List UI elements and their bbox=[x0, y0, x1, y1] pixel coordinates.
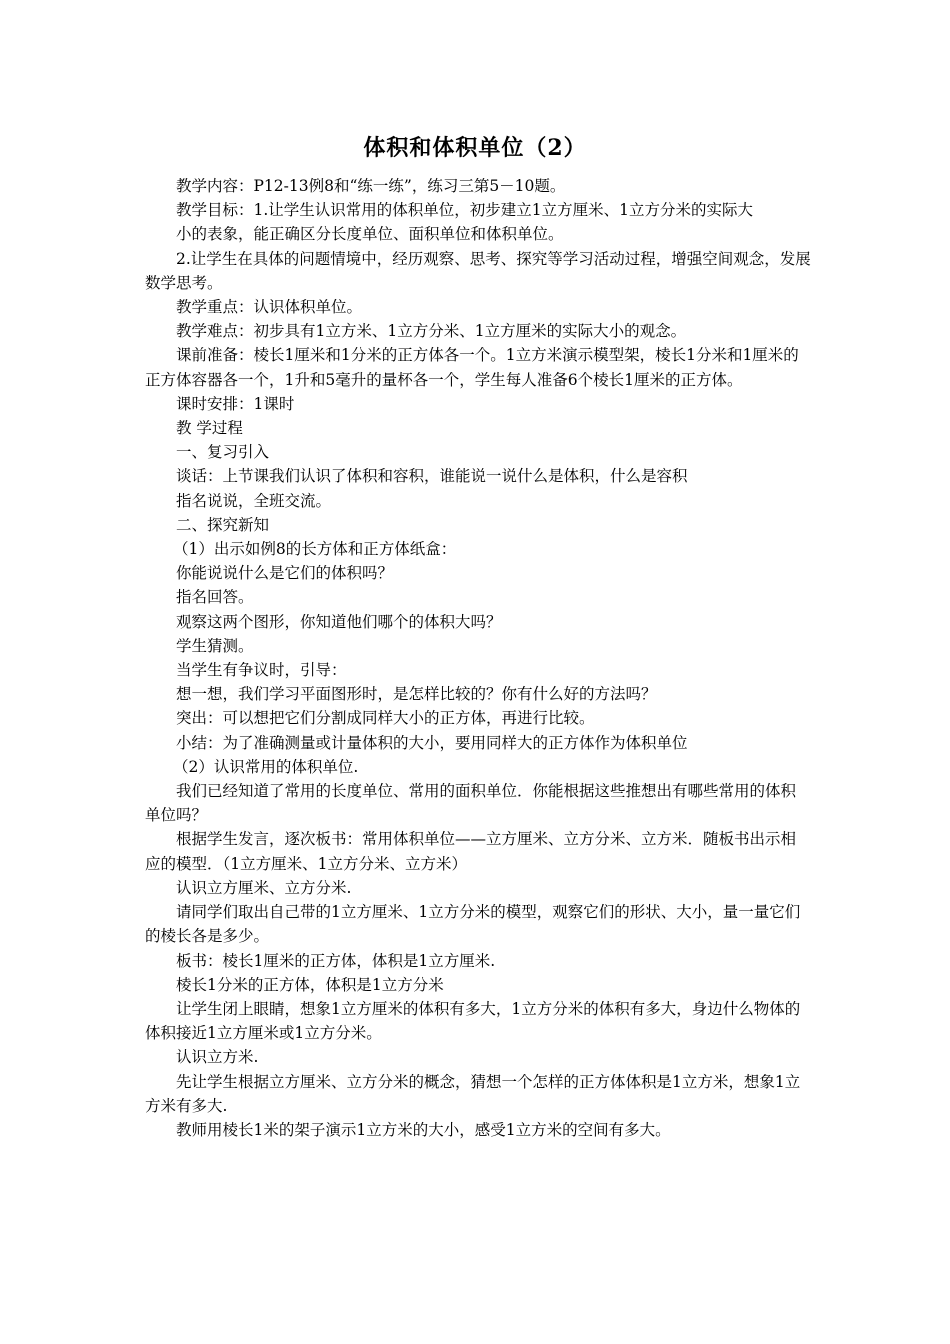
paragraph-demo: 教师用棱长1米的架子演示1立方米的大小，感受1立方米的空间有多大。 bbox=[176, 1120, 671, 1139]
paragraph-models: 请同学们取出自己带的1立方厘米、1立方分米的模型，观察它们的形状、大小，量一量它们的棱长各是多少。 bbox=[145, 903, 801, 946]
paragraph-think: 想一想，我们学习平面图形时，是怎样比较的？你有什么好的方法吗？ bbox=[176, 685, 657, 704]
paragraph-guide: 当学生有争议时，引导： bbox=[176, 661, 347, 680]
paragraph-board-units: 根据学生发言，逐次板书：常用体积单位——立方厘米、立方分米、立方米．随板书出示相应的模型．（1立方厘米、1立方分米、立方米） bbox=[145, 830, 797, 873]
paragraph-guess-m: 先让学生根据立方厘米、立方分米的概念，猜想一个怎样的正方体体积是1立方米，想象1立方米有多大. bbox=[145, 1072, 801, 1115]
paragraph-summary: 小结：为了准确测量或计量体积的大小，要用同样大的正方体作为体积单位 bbox=[176, 733, 688, 752]
paragraph-step-1: （1）出示如例8的长方体和正方体纸盒： bbox=[173, 540, 457, 559]
paragraph-goal-continued: 小的表象，能正确区分长度单位、面积单位和体积单位。 bbox=[176, 225, 564, 244]
paragraph-teaching-goals: 教学目标：1.让学生认识常用的体积单位，初步建立1立方厘米、1立方分米的实际大 bbox=[176, 201, 754, 220]
document-body bbox=[145, 174, 811, 1142]
paragraph-step-2: （2）认识常用的体积单位. bbox=[173, 757, 359, 776]
paragraph-observe: 观察这两个图形，你知道他们哪个的体积大吗？ bbox=[176, 612, 502, 631]
section-heading-explore: 二、探究新知 bbox=[176, 515, 270, 534]
section-heading-review: 一、复习引入 bbox=[176, 443, 270, 462]
paragraph-board-dm: 棱长1分米的正方体，体积是1立方分米 bbox=[176, 975, 444, 994]
paragraph-recognize-cm-dm: 认识立方厘米、立方分米. bbox=[176, 878, 352, 897]
paragraph-answer: 指名回答。 bbox=[176, 588, 254, 607]
paragraph-highlight: 突出：可以想把它们分割成同样大小的正方体，再进行比较。 bbox=[176, 709, 595, 728]
paragraph-teaching-content: 教学内容：P12-13例8和“练一练”，练习三第5－10题。 bbox=[176, 177, 566, 195]
paragraph-difficulty: 教学难点：初步具有1立方米、1立方分米、1立方厘米的实际大小的观念。 bbox=[176, 322, 687, 341]
paragraph-question-volume: 你能说说什么是它们的体积吗？ bbox=[176, 564, 394, 583]
paragraph-board-cm: 板书：棱长1厘米的正方体，体积是1立方厘米. bbox=[176, 951, 496, 970]
paragraph-goal-2: 2.让学生在具体的问题情境中，经历观察、思考、探究等学习活动过程，增强空间观念，发展数学思考。 bbox=[145, 249, 811, 292]
document-title: 体积和体积单位（2） bbox=[363, 135, 587, 161]
paragraph-talk: 谈话：上节课我们认识了体积和容积，谁能说一说什么是体积，什么是容积 bbox=[176, 467, 688, 486]
paragraph-schedule: 课时安排：1课时 bbox=[176, 394, 295, 413]
paragraph-process-heading: 教 学过程 bbox=[176, 419, 243, 438]
paragraph-recognize-m: 认识立方米. bbox=[176, 1048, 259, 1067]
paragraph-guess: 学生猜测。 bbox=[176, 636, 254, 655]
paragraph-discussion: 指名说说，全班交流。 bbox=[176, 491, 332, 510]
paragraph-units-question: 我们已经知道了常用的长度单位、常用的面积单位．你能根据这些推想出有哪些常用的体积单位吗？ bbox=[145, 782, 797, 825]
paragraph-key-point: 教学重点：认识体积单位。 bbox=[176, 298, 363, 317]
paragraph-imagine: 让学生闭上眼睛，想象1立方厘米的体积有多大，1立方分米的体积有多大，身边什么物体的体积接近1立方厘米或1立方分米。 bbox=[145, 999, 801, 1043]
paragraph-preparation: 课前准备：棱长1厘米和1分米的正方体各一个。1立方米演示模型架，棱长1分米和1厘米的正方体容器各一个，1升和5毫升的量杯各一个，学生每人准备6个棱长1厘米的正方体。 bbox=[145, 346, 799, 389]
